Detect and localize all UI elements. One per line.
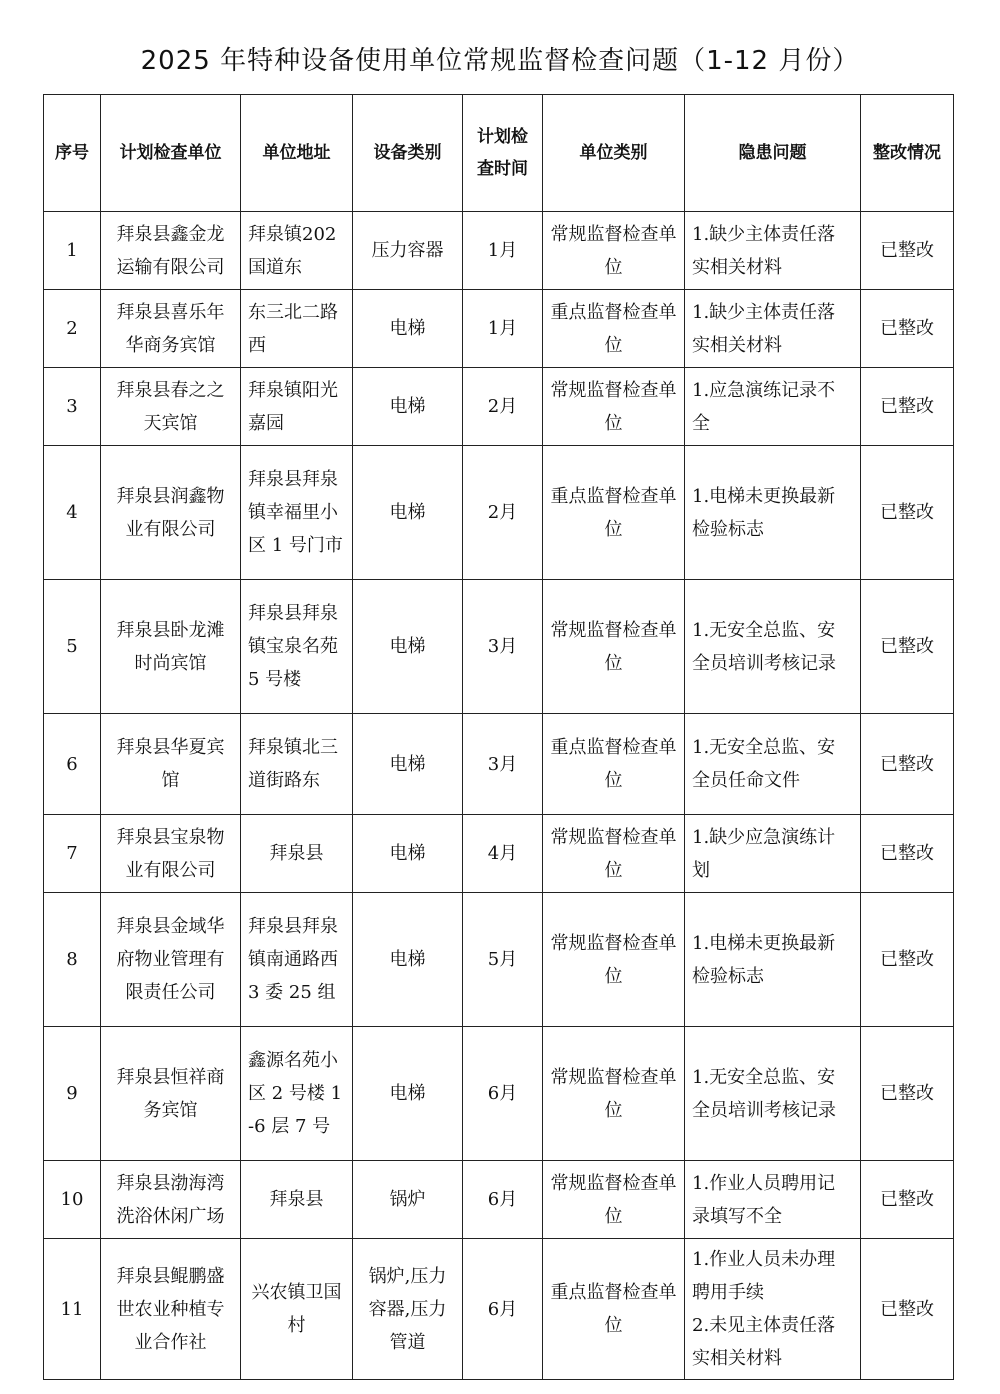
header-equipment: 设备类别 — [353, 95, 463, 212]
table-row — [44, 212, 954, 290]
row-index: 2 — [44, 290, 101, 368]
row-equipment: 电梯 — [353, 290, 463, 368]
row-status: 已整改 — [861, 714, 954, 815]
header-unit-type: 单位类别 — [543, 95, 685, 212]
row-issue-line: 1.作业人员未办理聘用手续 — [692, 1249, 836, 1303]
row-issue: 1.无安全总监、安全员任命文件 — [685, 714, 861, 815]
table-row — [44, 714, 954, 815]
table-row — [44, 1239, 954, 1380]
table-row — [44, 1027, 954, 1161]
row-unit: 拜泉县金域华府物业管理有限责任公司 — [101, 893, 241, 1027]
table-header-row — [44, 95, 954, 212]
row-address: 拜泉县拜泉镇幸福里小区 1 号门市 — [241, 446, 353, 580]
row-address: 东三北二路西 — [241, 290, 353, 368]
row-index: 4 — [44, 446, 101, 580]
row-issue: 1.无安全总监、安全员培训考核记录 — [685, 1027, 861, 1161]
row-equipment: 电梯 — [353, 580, 463, 714]
row-status: 已整改 — [861, 212, 954, 290]
row-unit: 拜泉县润鑫物业有限公司 — [101, 446, 241, 580]
row-unit: 拜泉县渤海湾洗浴休闲广场 — [101, 1161, 241, 1239]
row-address: 拜泉镇202国道东 — [241, 212, 353, 290]
row-unit-type: 重点监督检查单位 — [543, 290, 685, 368]
row-unit-type: 常规监督检查单位 — [543, 212, 685, 290]
row-issue: 1.缺少主体责任落实相关材料 — [685, 290, 861, 368]
row-index: 8 — [44, 893, 101, 1027]
row-address: 拜泉县拜泉镇宝泉名苑 5 号楼 — [241, 580, 353, 714]
row-address: 拜泉镇阳光嘉园 — [241, 368, 353, 446]
row-status: 已整改 — [861, 290, 954, 368]
row-index: 3 — [44, 368, 101, 446]
row-issue: 1.电梯未更换最新检验标志 — [685, 446, 861, 580]
row-time: 6月 — [463, 1161, 543, 1239]
header-address: 单位地址 — [241, 95, 353, 212]
row-unit: 拜泉县卧龙滩时尚宾馆 — [101, 580, 241, 714]
row-address: 拜泉县拜泉镇南通路西 3 委 25 组 — [241, 893, 353, 1027]
row-equipment: 锅炉,压力容器,压力管道 — [353, 1239, 463, 1380]
page-title: 2025 年特种设备使用单位常规监督检查问题（1-12 月份） — [140, 46, 860, 76]
row-status: 已整改 — [861, 368, 954, 446]
row-time: 6月 — [463, 1239, 543, 1380]
row-equipment: 电梯 — [353, 893, 463, 1027]
row-equipment: 电梯 — [353, 714, 463, 815]
row-status: 已整改 — [861, 1239, 954, 1380]
row-status: 已整改 — [861, 446, 954, 580]
table-row — [44, 893, 954, 1027]
row-time: 3月 — [463, 580, 543, 714]
row-unit: 拜泉县恒祥商务宾馆 — [101, 1027, 241, 1161]
row-time: 6月 — [463, 1027, 543, 1161]
row-unit-type: 重点监督检查单位 — [543, 714, 685, 815]
row-address: 拜泉镇北三道街路东 — [241, 714, 353, 815]
row-unit-type: 常规监督检查单位 — [543, 1027, 685, 1161]
row-unit: 拜泉县鲲鹏盛世农业种植专业合作社 — [101, 1239, 241, 1380]
row-unit-type: 重点监督检查单位 — [543, 446, 685, 580]
row-index: 10 — [44, 1161, 101, 1239]
table-row — [44, 290, 954, 368]
row-equipment: 电梯 — [353, 368, 463, 446]
row-address: 拜泉县 — [241, 815, 353, 893]
row-issue: 1.缺少应急演练计划 — [685, 815, 861, 893]
row-status: 已整改 — [861, 893, 954, 1027]
row-issue: 1.作业人员聘用记录填写不全 — [685, 1161, 861, 1239]
header-unit: 计划检查单位 — [101, 95, 241, 212]
table-row — [44, 580, 954, 714]
row-issue: 1.电梯未更换最新检验标志 — [685, 893, 861, 1027]
row-time: 1月 — [463, 290, 543, 368]
row-address: 拜泉县 — [241, 1161, 353, 1239]
row-equipment: 电梯 — [353, 446, 463, 580]
row-unit-type: 常规监督检查单位 — [543, 1161, 685, 1239]
row-time: 5月 — [463, 893, 543, 1027]
row-unit: 拜泉县喜乐年华商务宾馆 — [101, 290, 241, 368]
row-unit-type: 常规监督检查单位 — [543, 893, 685, 1027]
row-index: 1 — [44, 212, 101, 290]
header-time: 计划检查时间 — [463, 95, 543, 212]
row-time: 3月 — [463, 714, 543, 815]
row-index: 5 — [44, 580, 101, 714]
row-status: 已整改 — [861, 580, 954, 714]
row-unit-type: 常规监督检查单位 — [543, 580, 685, 714]
row-time: 4月 — [463, 815, 543, 893]
row-index: 6 — [44, 714, 101, 815]
row-issue: 1.缺少主体责任落实相关材料 — [685, 212, 861, 290]
row-unit-type: 常规监督检查单位 — [543, 815, 685, 893]
row-unit-type: 重点监督检查单位 — [543, 1239, 685, 1380]
table-row — [44, 815, 954, 893]
row-issue — [685, 1239, 861, 1380]
row-index: 9 — [44, 1027, 101, 1161]
header-issue: 隐患问题 — [685, 95, 861, 212]
row-issue-line: 2.未见主体责任落实相关材料 — [692, 1315, 836, 1369]
row-index: 7 — [44, 815, 101, 893]
row-unit: 拜泉县春之之天宾馆 — [101, 368, 241, 446]
row-status: 已整改 — [861, 815, 954, 893]
row-equipment: 锅炉 — [353, 1161, 463, 1239]
row-time: 2月 — [463, 446, 543, 580]
row-status: 已整改 — [861, 1161, 954, 1239]
table-row — [44, 446, 954, 580]
row-issue: 1.应急演练记录不全 — [685, 368, 861, 446]
header-status: 整改情况 — [861, 95, 954, 212]
row-equipment: 电梯 — [353, 815, 463, 893]
row-time: 2月 — [463, 368, 543, 446]
row-equipment: 电梯 — [353, 1027, 463, 1161]
row-address: 鑫源名苑小区 2 号楼 1-6 层 7 号 — [241, 1027, 353, 1161]
row-status: 已整改 — [861, 1027, 954, 1161]
row-time: 1月 — [463, 212, 543, 290]
row-index: 11 — [44, 1239, 101, 1380]
row-address: 兴农镇卫国村 — [241, 1239, 353, 1380]
inspection-table — [43, 94, 954, 1380]
row-unit-type: 常规监督检查单位 — [543, 368, 685, 446]
row-unit: 拜泉县鑫金龙运输有限公司 — [101, 212, 241, 290]
row-issue: 1.无安全总监、安全员培训考核记录 — [685, 580, 861, 714]
row-unit: 拜泉县华夏宾馆 — [101, 714, 241, 815]
table-row — [44, 1161, 954, 1239]
row-equipment: 压力容器 — [353, 212, 463, 290]
header-index: 序号 — [44, 95, 101, 212]
table-row — [44, 368, 954, 446]
row-unit: 拜泉县宝泉物业有限公司 — [101, 815, 241, 893]
